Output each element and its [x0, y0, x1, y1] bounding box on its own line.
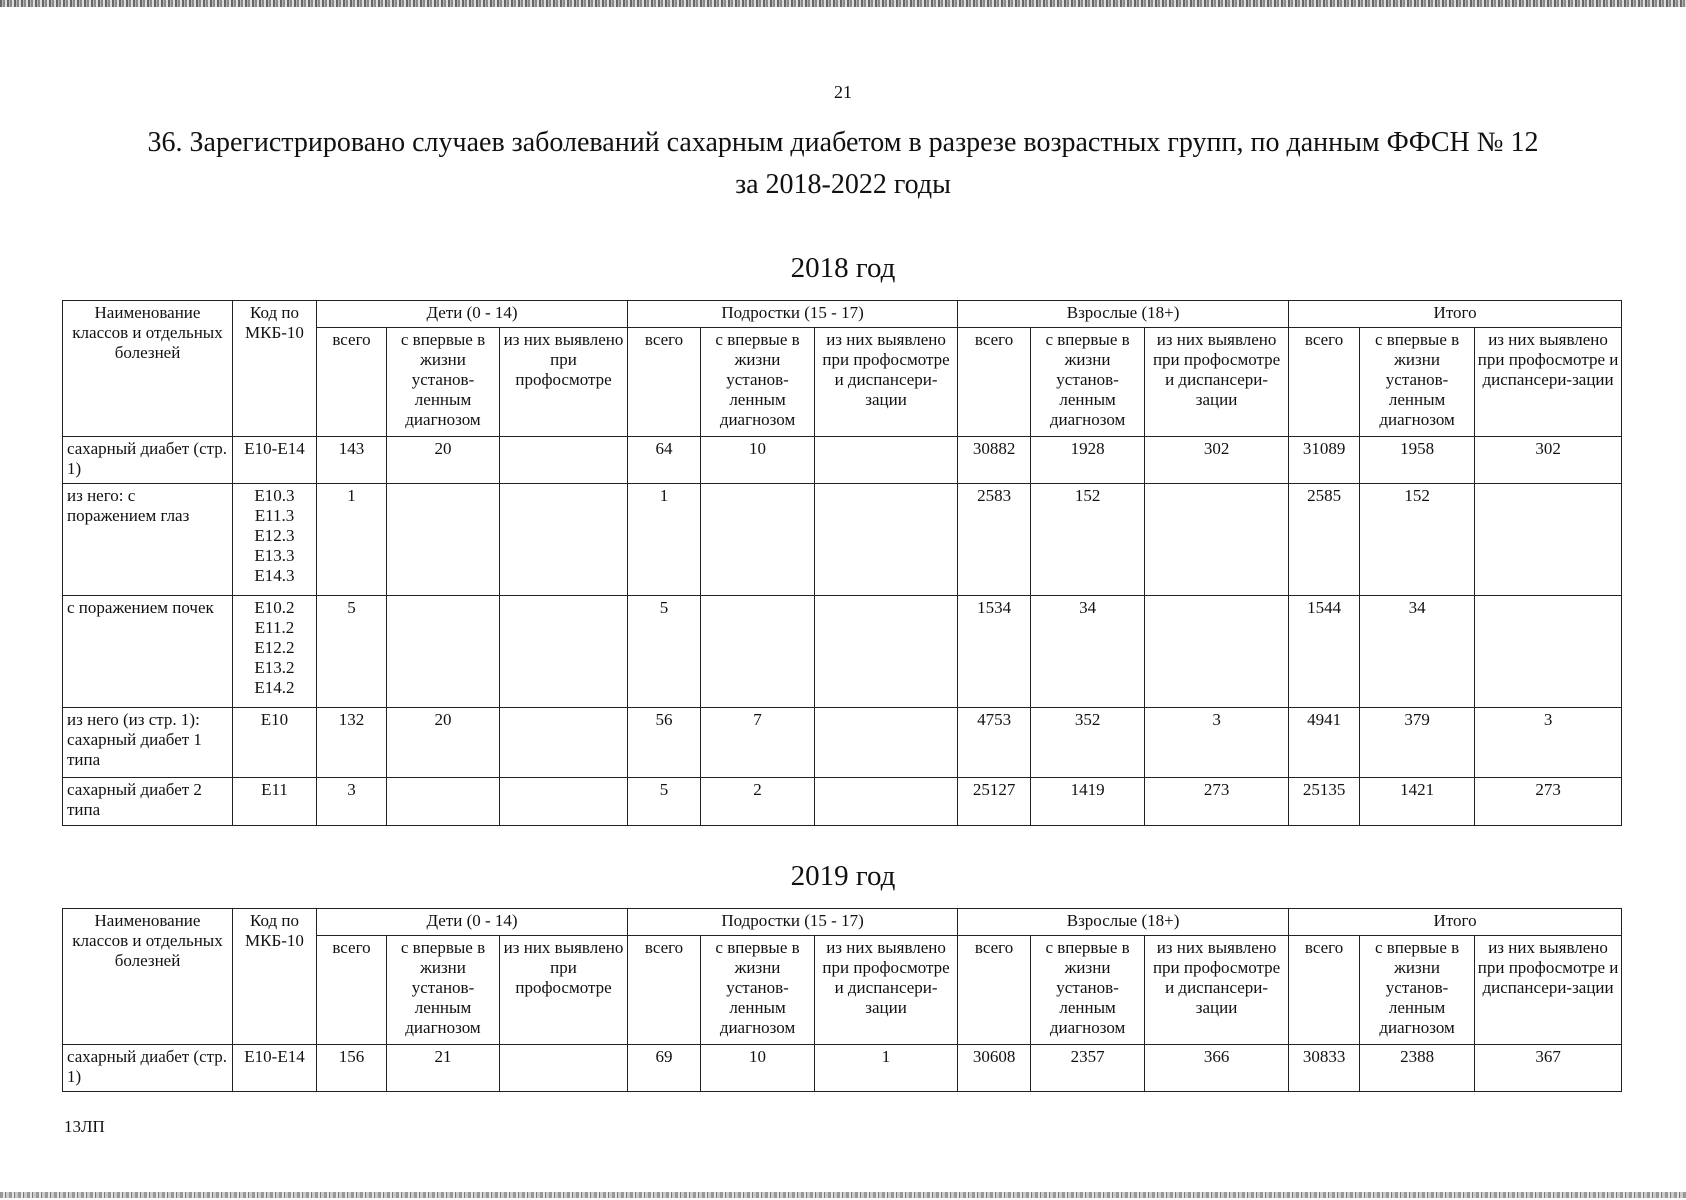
- row-code: E10-E14: [233, 1045, 317, 1092]
- header-group-teens: Подростки (15 - 17): [628, 301, 958, 328]
- value-cell: 152: [1031, 484, 1145, 596]
- value-cell: [815, 708, 958, 778]
- value-cell: 34: [1031, 596, 1145, 708]
- value-cell: [387, 778, 500, 826]
- value-cell: 34: [1360, 596, 1475, 708]
- subheader-cell: всего: [1289, 936, 1360, 1045]
- value-cell: 273: [1475, 778, 1622, 826]
- subheader-cell: из них выявлено при профосмотре и диспансери-зации: [815, 936, 958, 1045]
- value-cell: [387, 484, 500, 596]
- value-cell: 64: [628, 437, 701, 484]
- value-cell: 4941: [1289, 708, 1360, 778]
- page-number: 21: [834, 82, 852, 102]
- value-cell: 5: [628, 778, 701, 826]
- year-heading-2018: 2018 год: [790, 252, 896, 284]
- header-code: Код по МКБ-10: [233, 909, 317, 1045]
- value-cell: 69: [628, 1045, 701, 1092]
- value-cell: [500, 708, 628, 778]
- title-line-1: 36. Зарегистрировано случаев заболеваний сахарным диабетом в разрезе возрастных групп, по данным ФФСН № 12: [147, 127, 1539, 158]
- table-row: [63, 596, 1622, 708]
- subheader-cell: из них выявлено при профосмотре и диспансери-зации: [1475, 328, 1622, 437]
- value-cell: 10: [701, 1045, 815, 1092]
- value-cell: 367: [1475, 1045, 1622, 1092]
- value-cell: [815, 437, 958, 484]
- value-cell: 152: [1360, 484, 1475, 596]
- row-code: E10.2 E11.2 E12.2 E13.2 E14.2: [233, 596, 317, 708]
- value-cell: [387, 596, 500, 708]
- footer-code: 13ЛП: [64, 1117, 105, 1136]
- value-cell: 7: [701, 708, 815, 778]
- value-cell: [1475, 484, 1622, 596]
- value-cell: 132: [317, 708, 387, 778]
- value-cell: 273: [1145, 778, 1289, 826]
- value-cell: 2585: [1289, 484, 1360, 596]
- value-cell: 1958: [1360, 437, 1475, 484]
- value-cell: [815, 484, 958, 596]
- value-cell: [500, 596, 628, 708]
- value-cell: 20: [387, 708, 500, 778]
- row-name: сахарный диабет 2 типа: [63, 778, 233, 826]
- subheader-cell: всего: [958, 328, 1031, 437]
- subheader-cell: из них выявлено при профосмотре и диспансери-зации: [1145, 328, 1289, 437]
- value-cell: 30833: [1289, 1045, 1360, 1092]
- value-cell: 4753: [958, 708, 1031, 778]
- value-cell: 366: [1145, 1045, 1289, 1092]
- table-row: [63, 708, 1622, 778]
- header-group-total: Итого: [1289, 909, 1622, 936]
- value-cell: 5: [317, 596, 387, 708]
- value-cell: [701, 596, 815, 708]
- header-group-adults: Взрослые (18+): [958, 909, 1289, 936]
- subheader-cell: с впервые в жизни установ-ленным диагнозом: [1360, 328, 1475, 437]
- value-cell: [500, 1045, 628, 1092]
- value-cell: 10: [701, 437, 815, 484]
- value-cell: [1145, 484, 1289, 596]
- subheader-cell: всего: [628, 936, 701, 1045]
- value-cell: 143: [317, 437, 387, 484]
- value-cell: 1: [317, 484, 387, 596]
- table-row: [63, 1045, 1622, 1092]
- row-code: E10.3 E11.3 E12.3 E13.3 E14.3: [233, 484, 317, 596]
- subheader-cell: всего: [317, 936, 387, 1045]
- value-cell: 3: [1475, 708, 1622, 778]
- subheader-cell: с впервые в жизни установ-ленным диагнозом: [387, 328, 500, 437]
- table-row: [63, 437, 1622, 484]
- subheader-cell: с впервые в жизни установ-ленным диагнозом: [701, 328, 815, 437]
- subheader-cell: из них выявлено при профосмотре: [500, 936, 628, 1045]
- value-cell: 302: [1475, 437, 1622, 484]
- row-name: из него (из стр. 1): сахарный диабет 1 типа: [63, 708, 233, 778]
- subheader-cell: всего: [317, 328, 387, 437]
- header-group-children: Дети (0 - 14): [317, 301, 628, 328]
- value-cell: 2388: [1360, 1045, 1475, 1092]
- subheader-cell: с впервые в жизни установ-ленным диагнозом: [1031, 328, 1145, 437]
- value-cell: 56: [628, 708, 701, 778]
- document-title: [60, 122, 1626, 206]
- value-cell: 31089: [1289, 437, 1360, 484]
- value-cell: 352: [1031, 708, 1145, 778]
- table-row: [63, 484, 1622, 596]
- row-name: сахарный диабет (стр. 1): [63, 437, 233, 484]
- value-cell: 1544: [1289, 596, 1360, 708]
- subheader-cell: из них выявлено при профосмотре и диспансери-зации: [1475, 936, 1622, 1045]
- subheader-cell: с впервые в жизни установ-ленным диагнозом: [387, 936, 500, 1045]
- row-code: E10: [233, 708, 317, 778]
- subheader-cell: с впервые в жизни установ-ленным диагнозом: [1031, 936, 1145, 1045]
- row-code: E10-E14: [233, 437, 317, 484]
- value-cell: [815, 596, 958, 708]
- header-group-total: Итого: [1289, 301, 1622, 328]
- row-name: с поражением почек: [63, 596, 233, 708]
- year-heading-2019: 2019 год: [790, 860, 896, 892]
- value-cell: 1: [628, 484, 701, 596]
- value-cell: 1: [815, 1045, 958, 1092]
- subheader-cell: с впервые в жизни установ-ленным диагнозом: [1360, 936, 1475, 1045]
- value-cell: 5: [628, 596, 701, 708]
- value-cell: 302: [1145, 437, 1289, 484]
- value-cell: 3: [317, 778, 387, 826]
- header-group-children: Дети (0 - 14): [317, 909, 628, 936]
- subheader-cell: всего: [1289, 328, 1360, 437]
- header-group-adults: Взрослые (18+): [958, 301, 1289, 328]
- value-cell: 30608: [958, 1045, 1031, 1092]
- table-row: [63, 778, 1622, 826]
- value-cell: 2: [701, 778, 815, 826]
- subheader-cell: из них выявлено при профосмотре и диспансери-зации: [815, 328, 958, 437]
- value-cell: [701, 484, 815, 596]
- value-cell: 1928: [1031, 437, 1145, 484]
- header-name: Наименование классов и отдельных болезней: [63, 909, 233, 1045]
- row-name: из него: с поражением глаз: [63, 484, 233, 596]
- header-name: Наименование классов и отдельных болезней: [63, 301, 233, 437]
- value-cell: [1145, 596, 1289, 708]
- row-name: сахарный диабет (стр. 1): [63, 1045, 233, 1092]
- value-cell: [500, 437, 628, 484]
- value-cell: 1421: [1360, 778, 1475, 826]
- value-cell: 30882: [958, 437, 1031, 484]
- value-cell: 1419: [1031, 778, 1145, 826]
- header-code: Код по МКБ-10: [233, 301, 317, 437]
- value-cell: 25127: [958, 778, 1031, 826]
- value-cell: 20: [387, 437, 500, 484]
- title-line-2: за 2018-2022 годы: [735, 169, 951, 200]
- value-cell: 21: [387, 1045, 500, 1092]
- header-group-teens: Подростки (15 - 17): [628, 909, 958, 936]
- subheader-cell: из них выявлено при профосмотре: [500, 328, 628, 437]
- value-cell: 379: [1360, 708, 1475, 778]
- value-cell: [1475, 596, 1622, 708]
- value-cell: [500, 778, 628, 826]
- value-cell: [500, 484, 628, 596]
- subheader-cell: всего: [628, 328, 701, 437]
- value-cell: 156: [317, 1045, 387, 1092]
- subheader-cell: всего: [958, 936, 1031, 1045]
- value-cell: 25135: [1289, 778, 1360, 826]
- table-2018: [62, 300, 1622, 826]
- row-code: E11: [233, 778, 317, 826]
- value-cell: 3: [1145, 708, 1289, 778]
- table-2019: [62, 908, 1622, 1092]
- subheader-cell: из них выявлено при профосмотре и диспансери-зации: [1145, 936, 1289, 1045]
- value-cell: [815, 778, 958, 826]
- subheader-cell: с впервые в жизни установ-ленным диагнозом: [701, 936, 815, 1045]
- value-cell: 2583: [958, 484, 1031, 596]
- value-cell: 1534: [958, 596, 1031, 708]
- scan-edge-bottom: [0, 1192, 1686, 1198]
- value-cell: 2357: [1031, 1045, 1145, 1092]
- scan-edge-top: [0, 0, 1686, 7]
